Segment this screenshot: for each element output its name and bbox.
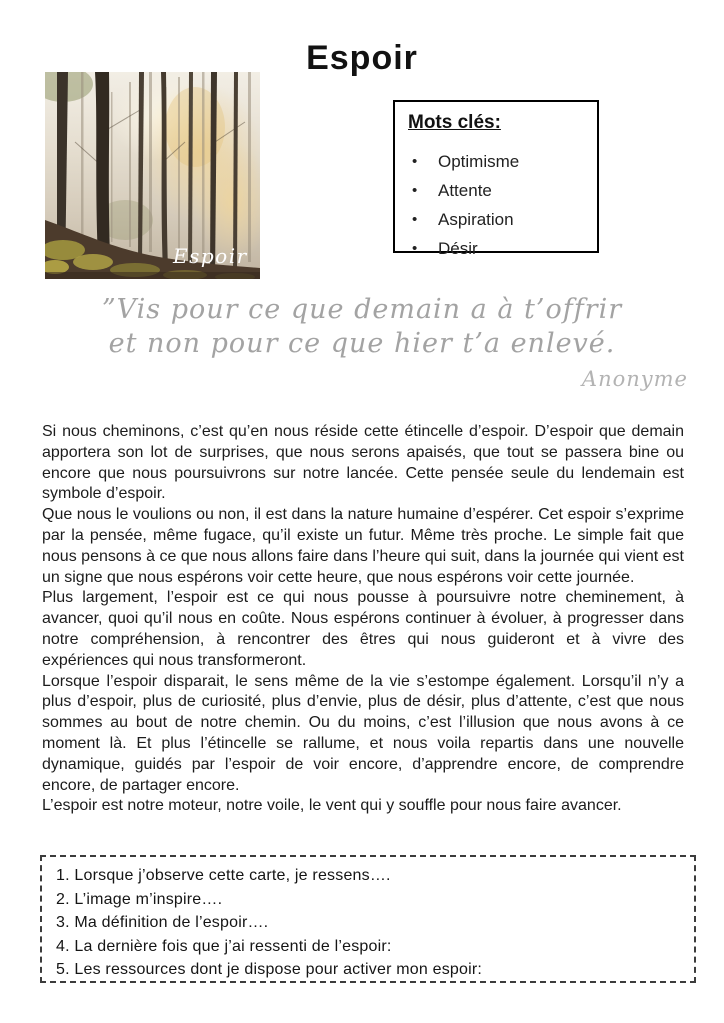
ground-shadow [45,272,260,279]
body-paragraph: Si nous cheminons, c’est qu’en nous réside cette étincelle d’espoir. D’espoir que demain apportera son lot de surprises, que nous serons apaisés, que tout se passera bine ou encore que nous poursuivrons sur notre lancée. Cette pensée seule du lendemain est symbole d’espoir. [42,423,684,503]
keywords-box [393,100,599,258]
quote-attribution: Anonyme [581,367,688,391]
quote [0,293,724,361]
body-paragraph: Plus largement, l’espoir est ce qui nous pousse à poursuivre notre cheminement, à avancer, quoi qu’il nous en coûte. Nous espérons continuer à évoluer, à progresser dans notre compréhension, à rencontrer des êtres qui nous guideront et à vivre des expériences qui nous transformeront. [42,589,684,669]
keyword-item: • Attente [408,179,584,203]
body-paragraph: Lorsque l’espoir disparait, le sens même de la vie s’estompe également. Lorsqu’il n’y a plus d’espoir, plus de curiosité, plus d’envie, plus de désir, plus d’attente, c’est que nous sommes au bout de notre chemin. Ou du moins, c’est l’illusion que nous avons à ce moment là. Et plus l’étincelle se rallume, et nous voila repartis dans une nouvelle dynamique, guidés par l’espoir de voir encore, d’apprendre encore, de comprendre encore, de partager encore. [42,672,684,794]
prompts-list [56,864,680,982]
body-paragraph: Que nous le voulions ou non, il est dans la nature humaine d’espérer. Cet espoir s’exprime par la pensée, même fugace, qu’il existe un futur. Même très proche. Le simple fait que nous pensons à ce que nous allons faire dans l’heure qui suit, dans la journée qui vient est un signe que nous espérons voir cette heure, que nous espérons voir cette journée. [42,506,684,586]
page-title: Espoir [306,38,418,77]
body-text [42,422,684,817]
quote-line-1: ”Vis pour ce que demain a à t’offrir [101,294,623,325]
prompts-box [40,855,696,983]
image-caption: Espoir [173,244,248,268]
keyword-item: • Optimisme [408,150,584,174]
prompt-item: 3. Ma définition de l’espoir…. [56,914,269,931]
keywords-list [408,150,584,261]
prompt-item: 2. L’image m’inspire…. [56,890,223,908]
prompt-item: 1. Lorsque j’observe cette carte, je ressens…. [56,867,391,884]
prompt-item: 4. La dernière fois que j’ai ressenti de l’espoir: [56,937,392,955]
prompt-item: 5. Les ressources dont je dispose pour activer mon espoir: [56,961,483,978]
body-paragraph: L’espoir est notre moteur, notre voile, le vent qui y souffle pour nous faire avancer. [42,797,622,815]
forest-photo [45,72,260,279]
quote-line-2: et non pour ce que hier t’a enlevé. [108,328,616,359]
keywords-title: Mots clés: [408,112,501,133]
keyword-item: • Aspiration [408,208,584,232]
keyword-item: • Désir [408,237,584,261]
